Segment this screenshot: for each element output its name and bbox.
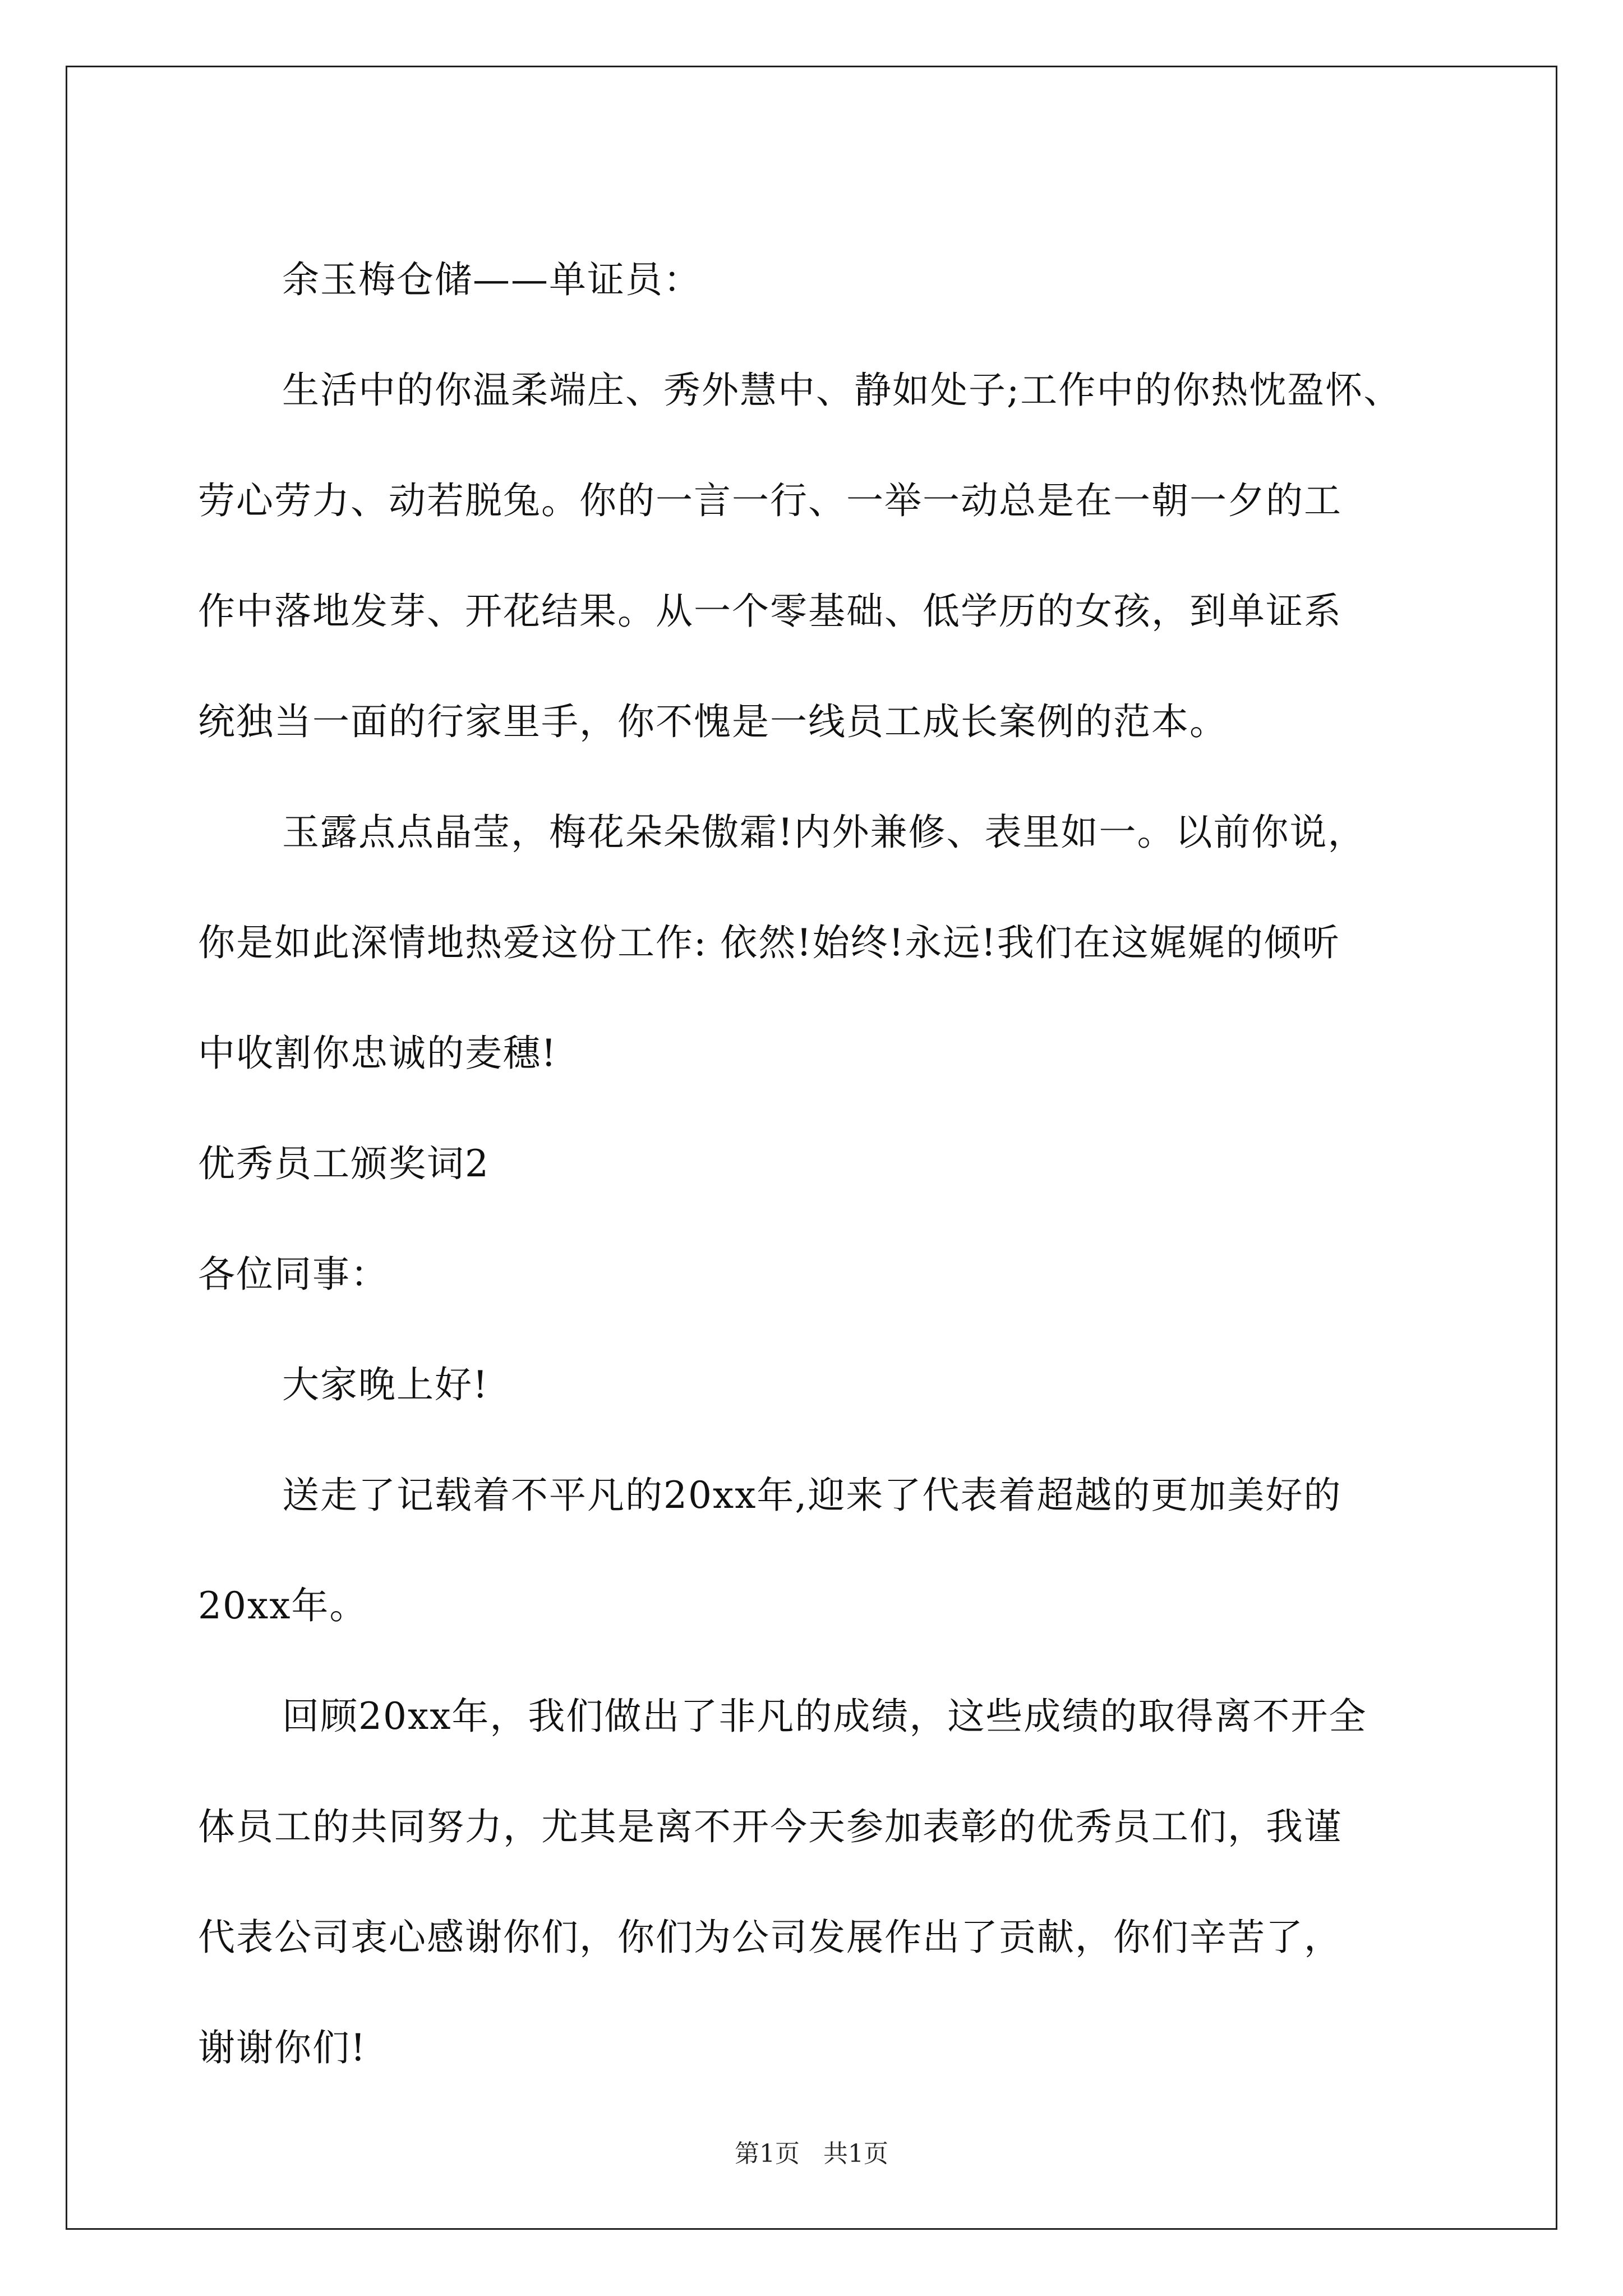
text-line: 玉露点点晶莹，梅花朵朵傲霜!内外兼修、表里如一。以前你说， — [282, 811, 1366, 854]
text-line: 作中落地发芽、开花结果。从一个零基础、低学历的女孩，到单证系 — [198, 590, 1342, 633]
text-line: 大家晚上好! — [282, 1363, 489, 1406]
paragraph-greeting — [198, 1219, 1432, 1329]
paragraph-review — [198, 1661, 1432, 2103]
text-line: 20xx年。 — [198, 1584, 368, 1627]
text-line: 体员工的共同努力，尤其是离不开今天参加表彰的优秀员工们，我谨 — [198, 1805, 1342, 1848]
text-line: 代表公司衷心感谢你们，你们为公司发展作出了贡献，你们辛苦了， — [198, 1916, 1342, 1959]
text-line: 回顾20xx年，我们做出了非凡的成绩，这些成绩的取得离不开全 — [282, 1695, 1367, 1738]
text-line: 送走了记载着不平凡的20xx年,迎来了代表着超越的更加美好的 — [282, 1474, 1342, 1517]
paragraph-praise — [198, 777, 1432, 1108]
document-body — [198, 224, 1432, 2103]
text-line: 劳心劳力、动若脱兔。你的一言一行、一举一动总是在一朝一夕的工 — [198, 479, 1342, 522]
text-line: 你是如此深情地热爱这份工作: 依然!始终!永远!我们在这娓娓的倾听 — [198, 921, 1340, 964]
text-line: 各位同事： — [198, 1253, 389, 1296]
text-line: 统独当一面的行家里手，你不愧是一线员工成长案例的范本。 — [198, 700, 1228, 743]
paragraph-tribute — [198, 335, 1432, 777]
paragraph-salutation-yu — [198, 224, 1432, 335]
page-footer: 第1页 共1页 — [735, 2139, 888, 2168]
paragraph-new-year — [198, 1440, 1432, 1661]
paragraph-good-evening — [198, 1329, 1432, 1440]
text-line: 生活中的你温柔端庄、秀外慧中、静如处子;工作中的你热忱盈怀、 — [282, 369, 1402, 412]
text-line: 中收割你忠诚的麦穗! — [198, 1032, 557, 1075]
text-line: 余玉梅仓储——单证员： — [282, 258, 702, 301]
heading-text: 优秀员工颁奖词2 — [198, 1142, 490, 1185]
text-line: 谢谢你们! — [198, 2026, 367, 2069]
section-heading — [198, 1108, 1432, 1219]
